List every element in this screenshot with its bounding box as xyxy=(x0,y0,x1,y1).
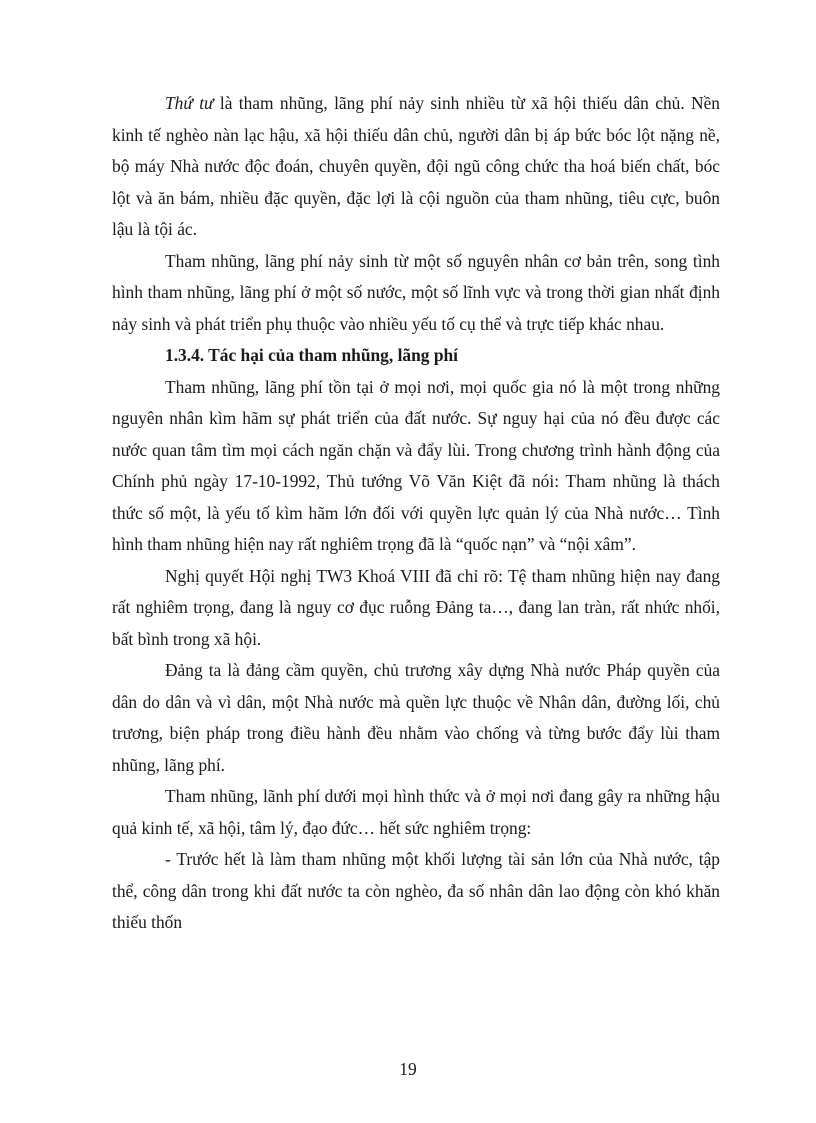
document-body xyxy=(112,88,720,939)
paragraph-4: Nghị quyết Hội nghị TW3 Khoá VIII đã chỉ rõ: Tệ tham nhũng hiện nay đang rất nghiêm trọng, đang là nguy cơ đục ruỗng Đảng ta…, đang lan tràn, rất nhức nhối, bất bình trong xã hội. xyxy=(112,565,720,649)
paragraph-2: Tham nhũng, lãng phí nảy sinh từ một số nguyên nhân cơ bản trên, song tình hình tham nhũng, lãng phí ở một số nước, một số lĩnh vực và trong thời gian nhất định nảy sinh và phát triển phụ thuộc vào nhiều yếu tố cụ thể và trực tiếp khác nhau. xyxy=(112,250,720,334)
paragraph-1-text: là tham nhũng, lãng phí nảy sinh nhiều từ xã hội thiếu dân chủ. Nền kinh tế nghèo nàn lạc hậu, xã hội thiếu dân chủ, người dân bị áp bức bóc lột nặng nề, bộ máy Nhà nước độc đoán, chuyên quyền, đội ngũ công chức tha hoá biến chất, bóc lột và ăn bám, nhiều đặc quyền, đặc lợi là cội nguồn của tham nhũng, tiêu cực, buôn lậu là tội ác. xyxy=(112,93,720,239)
section-heading: 1.3.4. Tác hại của tham nhũng, lãng phí xyxy=(165,345,458,365)
paragraph-3: Tham nhũng, lãng phí tồn tại ở mọi nơi, mọi quốc gia nó là một trong những nguyên nhân kìm hãm sự phát triển của đất nước. Sự nguy hại của nó đều được các nước quan tâm tìm mọi cách ngăn chặn và đẩy lùi. Trong chương trình hành động của Chính phủ ngày 17-10-1992, Thủ tướng Võ Văn Kiệt đã nói: Tham nhũng là thách thức số một, là yếu tố kìm hãm lớn đối với quyền lực quản lý của Nhà nước… Tình hình tham nhũng hiện nay rất nghiêm trọng đã là “quốc nạn” và “nội xâm”. xyxy=(112,376,720,554)
paragraph-1 xyxy=(112,88,720,246)
paragraph-5: Đảng ta là đảng cầm quyền, chủ trương xây dựng Nhà nước Pháp quyền của dân do dân và vì dân, một Nhà nước mà quền lực thuộc về Nhân dân, đường lối, chủ trương, biện pháp trong điều hành đều nhằm vào chống và từng bước đẩy lùi tham nhũng, lãng phí. xyxy=(112,660,720,775)
page-number: 19 xyxy=(399,1059,417,1079)
paragraph-1-lead: Thứ tư xyxy=(165,93,214,113)
paragraph-7: - Trước hết là làm tham nhũng một khối lượng tài sản lớn của Nhà nước, tập thể, công dân trong khi đất nước ta còn nghèo, đa số nhân dân lao động còn khó khăn thiếu thốn xyxy=(112,849,720,932)
paragraph-6: Tham nhũng, lãnh phí dưới mọi hình thức và ở mọi nơi đang gây ra những hậu quả kinh tế, xã hội, tâm lý, đạo đức… hết sức nghiêm trọng: xyxy=(112,786,720,838)
